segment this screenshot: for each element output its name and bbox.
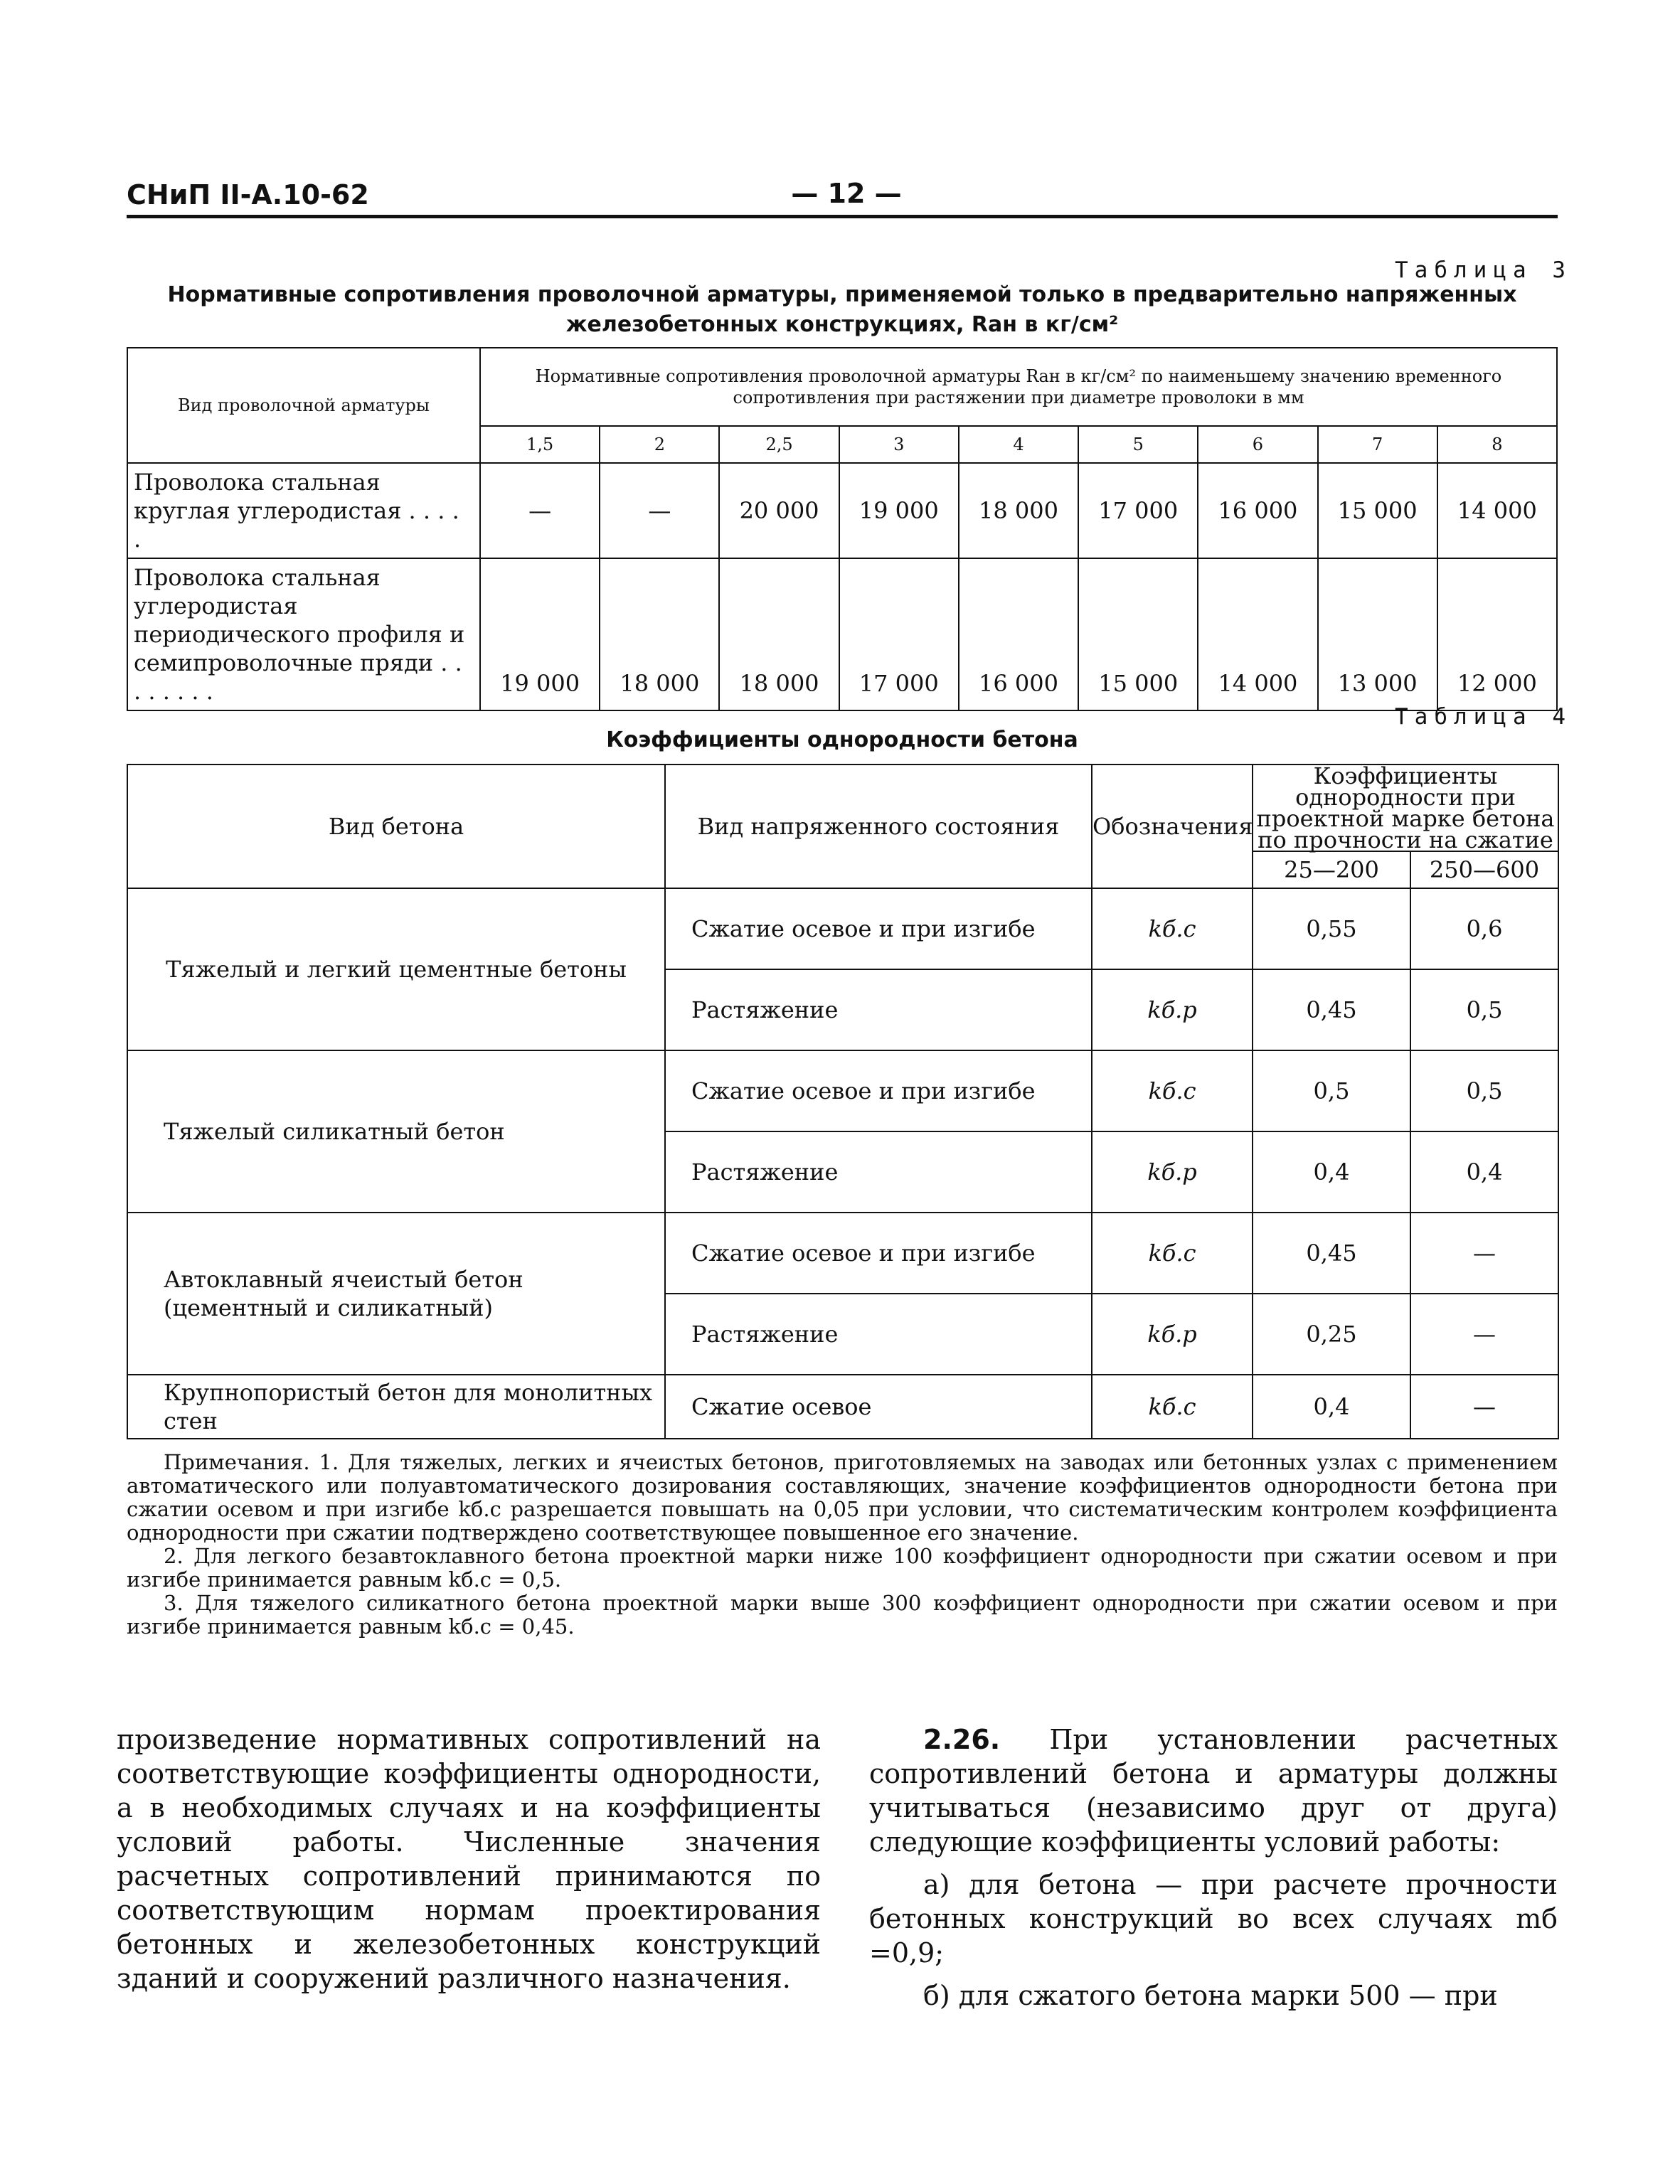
section-text: При установлении расчетных сопротивлений бетона и арматуры должны учитываться (независимо друг от друга) следующие коэффициенты условий работы: xyxy=(869,1724,1558,1858)
table3-cell: 16 000 xyxy=(959,558,1078,710)
note-1: Примечания. 1. Для тяжелых, легких и ячеистых бетонов, приготовляемых на заводах или бетонных узлах с применением автоматического или полуавтоматического дозирования составляющих, значение коэффициентов однородности бетона при сжатии осевом и при изгибе kб.с разрешается повышать на 0,05 при условии, что систематическим контролем коэффициента однородности при сжатии подтверждено соответствующее повышенное его значение. xyxy=(127,1450,1558,1545)
table4-value: 0,6 xyxy=(1410,888,1558,969)
table-row xyxy=(127,463,1557,558)
table3-diameter: 1,5 xyxy=(480,426,600,463)
table3-cell: — xyxy=(600,463,719,558)
table3-cell: — xyxy=(480,463,600,558)
table4-header-range1: 25—200 xyxy=(1253,851,1410,888)
table4-title: Коэффициенты однородности бетона xyxy=(606,728,1078,752)
table3-cell: 19 000 xyxy=(839,463,959,558)
table4-symbol: kб.р xyxy=(1092,1131,1253,1213)
table4-group-name: Автоклавный ячеистый бетон (цементный и силикатный) xyxy=(127,1213,665,1375)
table4-header-range2: 250—600 xyxy=(1410,851,1558,888)
table4 xyxy=(127,764,1559,1439)
table4-value: 0,5 xyxy=(1410,1050,1558,1131)
table3-cell: 17 000 xyxy=(839,558,959,710)
section-number: 2.26. xyxy=(923,1724,1001,1755)
table4-value: 0,55 xyxy=(1253,888,1410,969)
table3-cell: 15 000 xyxy=(1078,558,1198,710)
table4-header-symbol: Обозначения xyxy=(1092,765,1253,888)
table4-value: 0,4 xyxy=(1410,1131,1558,1213)
left-paragraph: произведение нормативных сопротивлений на соответствующие коэффициенты однородности, а в необходимых случаях и на коэффициенты условий работы. Численные значения расчетных сопротивлений принимаются по соответствующим нормам проектирования бетонных и железобетонных конструкций зданий и сооружений различного назначения. xyxy=(117,1724,821,1994)
table3-label: Таблица 3 xyxy=(1395,257,1572,283)
table-row xyxy=(127,1050,1558,1131)
table4-notes xyxy=(127,1451,1558,1639)
table4-value: — xyxy=(1410,1375,1558,1439)
table3-diameter: 2 xyxy=(600,426,719,463)
table4-header-type: Вид бетона xyxy=(127,765,665,888)
table4-symbol: kб.с xyxy=(1092,1050,1253,1131)
table4-symbol: kб.р xyxy=(1092,969,1253,1050)
table4-value: 0,45 xyxy=(1253,969,1410,1050)
table4-value: 0,45 xyxy=(1253,1213,1410,1294)
table3-col-header-type: Вид проволочной арматуры xyxy=(127,348,480,463)
left-column xyxy=(117,1722,821,2004)
table4-value: 0,5 xyxy=(1410,969,1558,1050)
section-paragraph xyxy=(869,1722,1558,1859)
item-b: б) для сжатого бетона марки 500 — при xyxy=(923,1980,1498,2011)
table4-group-name: Крупнопористый бетон для монолитных стен xyxy=(127,1375,665,1439)
table4-value: 0,4 xyxy=(1253,1375,1410,1439)
table4-value: 0,4 xyxy=(1253,1131,1410,1213)
note-2: 2. Для легкого безавтоклавного бетона проектной марки ниже 100 коэффициент однородности при сжатии осевом и при изгибе принимается равным kб.с = 0,5. xyxy=(127,1544,1558,1592)
table-row xyxy=(127,558,1557,710)
table3-cell: 14 000 xyxy=(1198,558,1317,710)
table3-title-line1: Нормативные сопротивления проволочной арматуры, применяемой только в предварительно напряженных xyxy=(167,282,1517,307)
table3-row-name: Проволока стальная круглая углеродистая . . . . . xyxy=(127,463,480,558)
table3-cell: 19 000 xyxy=(480,558,600,710)
table3-cell: 14 000 xyxy=(1437,463,1557,558)
table4-symbol: kб.с xyxy=(1092,1213,1253,1294)
table3-diameter: 4 xyxy=(959,426,1078,463)
table4-value: 0,25 xyxy=(1253,1294,1410,1375)
table4-symbol: kб.с xyxy=(1092,888,1253,969)
table4-group-name: Тяжелый силикатный бетон xyxy=(127,1050,665,1213)
table3 xyxy=(127,347,1558,711)
table3-diameter: 7 xyxy=(1318,426,1437,463)
header-rule xyxy=(127,215,1558,218)
right-column xyxy=(869,1722,1558,2021)
table3-cell: 18 000 xyxy=(600,558,719,710)
table4-state: Сжатие осевое и при изгибе xyxy=(665,888,1092,969)
table4-group-name: Тяжелый и легкий цементные бетоны xyxy=(127,888,665,1050)
table3-row-name: Проволока стальная углеродистая периодического профиля и семипроволочные пряди . . . . . . . . xyxy=(127,558,480,710)
table4-symbol: kб.р xyxy=(1092,1294,1253,1375)
table4-header-coef: Коэффициенты однородности при проектной марке бетона по прочности на сжатие xyxy=(1253,765,1558,851)
table3-title-line2: железобетонных конструкциях, Rан в кг/см² xyxy=(565,312,1119,337)
table4-state: Растяжение xyxy=(665,969,1092,1050)
table3-cell: 18 000 xyxy=(719,558,839,710)
table4-value: — xyxy=(1410,1294,1558,1375)
item-a: а) для бетона — при расчете прочности бетонных конструкций во всех случаях mб =0,9; xyxy=(869,1869,1558,1969)
table3-cell: 17 000 xyxy=(1078,463,1198,558)
table4-state: Сжатие осевое и при изгибе xyxy=(665,1050,1092,1131)
table4-state: Сжатие осевое и при изгибе xyxy=(665,1213,1092,1294)
table4-value: — xyxy=(1410,1213,1558,1294)
table3-group-header: Нормативные сопротивления проволочной арматуры Rан в кг/см² по наименьшему значению временного сопротивления при растяжении при диаметре проволоки в мм xyxy=(480,348,1557,426)
table3-cell: 18 000 xyxy=(959,463,1078,558)
table3-diameter: 6 xyxy=(1198,426,1317,463)
table3-diameter: 3 xyxy=(839,426,959,463)
table-row xyxy=(127,1213,1558,1294)
table4-value: 0,5 xyxy=(1253,1050,1410,1131)
table4-state: Растяжение xyxy=(665,1294,1092,1375)
note-3: 3. Для тяжелого силикатного бетона проектной марки выше 300 коэффициент однородности при сжатии осевом и при изгибе принимается равным kб.с = 0,45. xyxy=(127,1591,1558,1639)
table4-state: Растяжение xyxy=(665,1131,1092,1213)
table3-cell: 20 000 xyxy=(719,463,839,558)
table4-symbol: kб.с xyxy=(1092,1375,1253,1439)
table3-cell: 12 000 xyxy=(1437,558,1557,710)
page-number: — 12 — xyxy=(791,178,902,209)
table3-cell: 16 000 xyxy=(1198,463,1317,558)
table3-cell: 13 000 xyxy=(1318,558,1437,710)
table-row xyxy=(127,1375,1558,1439)
table3-diameter: 5 xyxy=(1078,426,1198,463)
table4-header-state: Вид напряженного состояния xyxy=(665,765,1092,888)
table3-cell: 15 000 xyxy=(1318,463,1437,558)
table3-diameter: 2,5 xyxy=(719,426,839,463)
table3-diameter: 8 xyxy=(1437,426,1557,463)
table4-label: Таблица 4 xyxy=(1395,704,1572,730)
table4-state: Сжатие осевое xyxy=(665,1375,1092,1439)
document-code: СНиП II-А.10-62 xyxy=(127,179,369,211)
table3-title xyxy=(127,280,1558,340)
table-row xyxy=(127,888,1558,969)
